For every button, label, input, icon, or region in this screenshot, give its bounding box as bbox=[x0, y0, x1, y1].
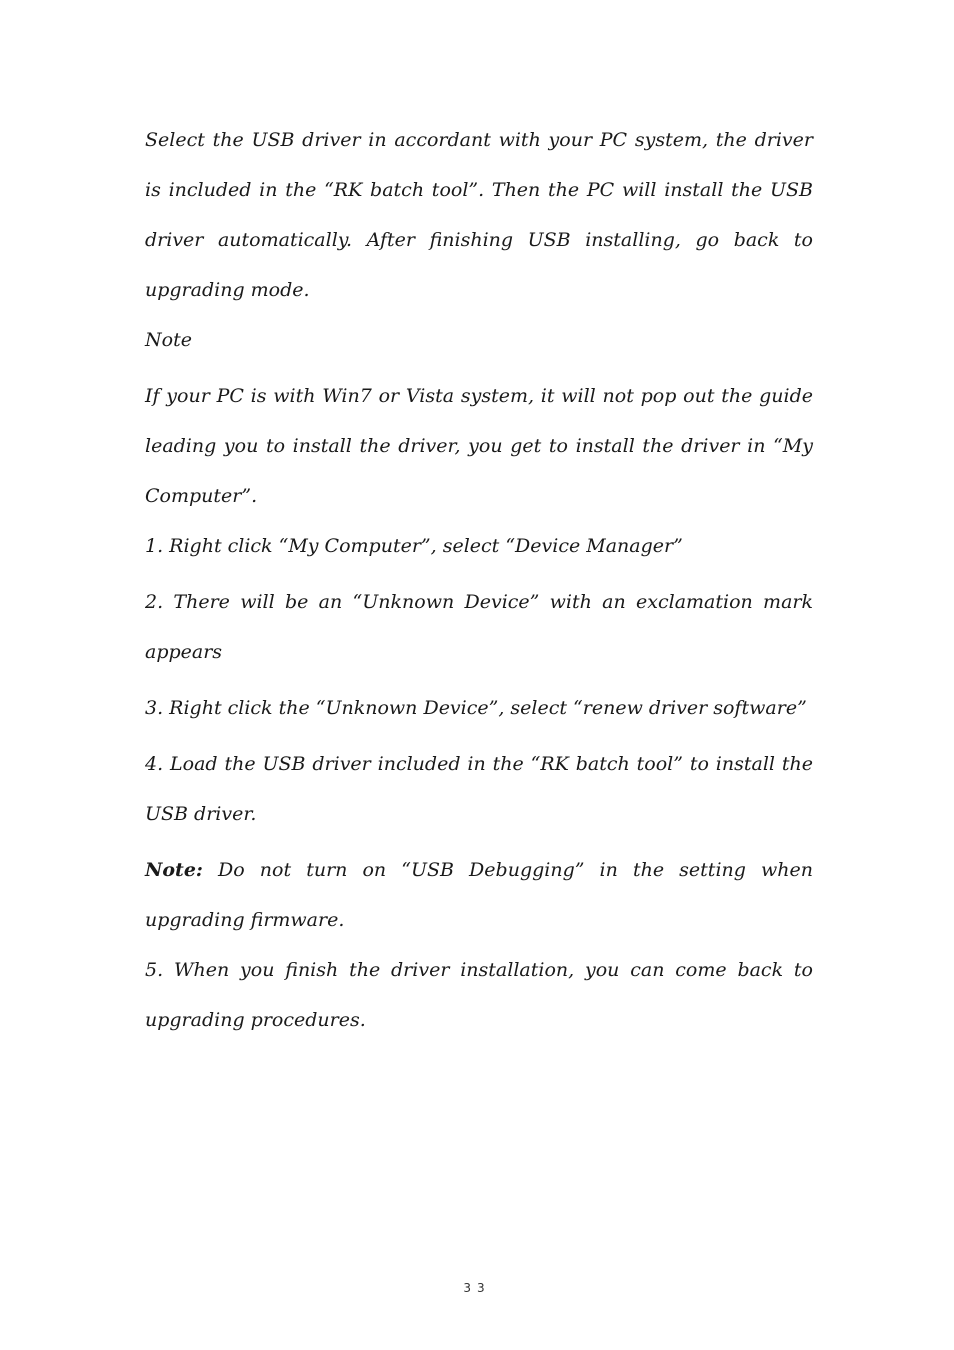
step-4: 4. Load the USB driver included in the “RK batch tool” to install the USB driver. bbox=[145, 753, 813, 825]
warning-note bbox=[145, 845, 813, 945]
page-number: 33 bbox=[463, 1281, 491, 1295]
step-1: 1. Right click “My Computer”, select “Device Manager” bbox=[145, 535, 683, 557]
step-3: 3. Right click the “Unknown Device”, select “renew driver software” bbox=[145, 697, 807, 719]
note-heading: Note bbox=[145, 329, 192, 351]
intro-paragraph: Select the USB driver in accordant with your PC system, the driver is included in the “RK batch tool”. Then the PC will install the USB driver automatically. After finishing USB installing, go back to upgrading mode. bbox=[145, 129, 813, 301]
step-2: 2. There will be an “Unknown Device” with an exclamation mark appears bbox=[145, 591, 813, 663]
document-body bbox=[145, 115, 813, 1045]
warning-label: Note: bbox=[145, 859, 203, 881]
step-5: 5. When you finish the driver installation, you can come back to upgrading procedures. bbox=[145, 959, 813, 1031]
warning-text: Do not turn on “USB Debugging” in the setting when upgrading firmware. bbox=[145, 859, 813, 931]
win7-note-paragraph: If your PC is with Win7 or Vista system, it will not pop out the guide leading you to install the driver, you get to install the driver in “My Computer”. bbox=[145, 385, 813, 507]
